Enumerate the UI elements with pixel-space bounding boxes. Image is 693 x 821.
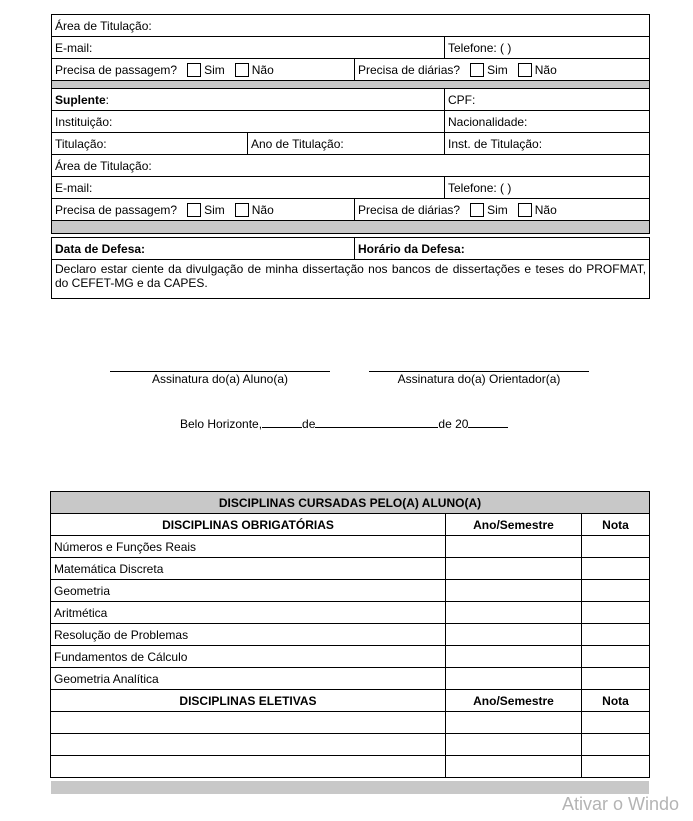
- area-titulacao-field[interactable]: Área de Titulação:: [52, 15, 650, 37]
- suplente-field[interactable]: [52, 89, 445, 111]
- nota-cell[interactable]: [582, 624, 650, 646]
- nao-label: Não: [534, 202, 557, 217]
- instituicao-field[interactable]: Instituição:: [52, 111, 445, 133]
- de-20-label: de 20: [438, 417, 469, 431]
- eletiva-name-cell[interactable]: [51, 756, 446, 778]
- table-row: [51, 624, 650, 646]
- nao-label: Não: [251, 202, 274, 217]
- passagem-nao-checkbox[interactable]: [235, 203, 249, 217]
- nota-cell[interactable]: [582, 536, 650, 558]
- nota-header: Nota: [582, 690, 650, 712]
- table-row: [51, 602, 650, 624]
- month-blank[interactable]: [315, 416, 438, 428]
- diarias-label: Precisa de diárias?: [358, 202, 461, 217]
- ano-semestre-header: Ano/Semestre: [446, 690, 582, 712]
- table-row: [51, 712, 650, 734]
- table-row: [51, 646, 650, 668]
- disciplina-name: Matemática Discreta: [51, 558, 446, 580]
- ano-semestre-cell[interactable]: [446, 756, 582, 778]
- nota-header: Nota: [582, 514, 650, 536]
- passagem-label: Precisa de passagem?: [55, 202, 178, 217]
- diarias-sim-checkbox[interactable]: [470, 203, 484, 217]
- area-titulacao-field[interactable]: Área de Titulação:: [52, 155, 650, 177]
- sim-label: Sim: [204, 202, 225, 217]
- colon: :: [105, 92, 110, 107]
- table-row: [51, 558, 650, 580]
- nao-label: Não: [534, 62, 557, 77]
- diarias-nao-checkbox[interactable]: [518, 203, 532, 217]
- section-separator: [52, 81, 650, 89]
- place-date-line: [180, 416, 508, 431]
- year-blank[interactable]: [468, 416, 508, 428]
- table-row: [51, 668, 650, 690]
- suplente-label: Suplente: [55, 92, 106, 107]
- passagem-question: [52, 59, 355, 81]
- disciplinas-title: DISCIPLINAS CURSADAS PELO(A) ALUNO(A): [51, 492, 650, 514]
- nota-cell[interactable]: [582, 580, 650, 602]
- disciplina-name: Resolução de Problemas: [51, 624, 446, 646]
- orientador-signature-label: Assinatura do(a) Orientador(a): [397, 372, 561, 386]
- passagem-sim-checkbox[interactable]: [187, 63, 201, 77]
- disciplina-name: Geometria Analítica: [51, 668, 446, 690]
- data-defesa-label: Data de Defesa:: [55, 241, 146, 256]
- table-row: [51, 734, 650, 756]
- nota-cell[interactable]: [582, 756, 650, 778]
- disciplina-name: Geometria: [51, 580, 446, 602]
- day-blank[interactable]: [262, 416, 302, 428]
- passagem-label: Precisa de passagem?: [55, 62, 178, 77]
- nacionalidade-field[interactable]: Nacionalidade:: [445, 111, 650, 133]
- disciplina-name: Números e Funções Reais: [51, 536, 446, 558]
- eletiva-name-cell[interactable]: [51, 734, 446, 756]
- sim-label: Sim: [487, 62, 508, 77]
- ano-semestre-cell[interactable]: [446, 536, 582, 558]
- telefone-field[interactable]: Telefone: ( ): [445, 37, 650, 59]
- bottom-separator: [51, 781, 649, 794]
- disciplina-name: Fundamentos de Cálculo: [51, 646, 446, 668]
- ano-semestre-cell[interactable]: [446, 668, 582, 690]
- ano-semestre-cell[interactable]: [446, 580, 582, 602]
- horario-defesa-label: Horário da Defesa:: [358, 241, 465, 256]
- telefone-field[interactable]: Telefone: ( ): [445, 177, 650, 199]
- ano-semestre-header: Ano/Semestre: [446, 514, 582, 536]
- horario-defesa-field[interactable]: [355, 238, 650, 260]
- email-field[interactable]: E-mail:: [52, 37, 445, 59]
- nota-cell[interactable]: [582, 558, 650, 580]
- sim-label: Sim: [487, 202, 508, 217]
- nota-cell[interactable]: [582, 602, 650, 624]
- table-row: [51, 580, 650, 602]
- de-label: de: [302, 417, 316, 431]
- section-separator: [52, 221, 650, 234]
- diarias-question: [355, 59, 650, 81]
- table-row: [51, 756, 650, 778]
- data-defesa-field[interactable]: [52, 238, 355, 260]
- city-label: Belo Horizonte,: [180, 417, 263, 431]
- ano-semestre-cell[interactable]: [446, 646, 582, 668]
- diarias-question: [355, 199, 650, 221]
- nao-label: Não: [251, 62, 274, 77]
- email-field[interactable]: E-mail:: [52, 177, 445, 199]
- titulacao-field[interactable]: Titulação:: [52, 133, 248, 155]
- ano-semestre-cell[interactable]: [446, 602, 582, 624]
- inst-titulacao-field[interactable]: Inst. de Titulação:: [445, 133, 650, 155]
- sim-label: Sim: [204, 62, 225, 77]
- ano-titulacao-field[interactable]: Ano de Titulação:: [248, 133, 445, 155]
- ano-semestre-cell[interactable]: [446, 734, 582, 756]
- aluno-signature-label: Assinatura do(a) Aluno(a): [151, 372, 289, 386]
- diarias-nao-checkbox[interactable]: [518, 63, 532, 77]
- member-info-form: [51, 14, 650, 299]
- nota-cell[interactable]: [582, 646, 650, 668]
- diarias-sim-checkbox[interactable]: [470, 63, 484, 77]
- disciplina-name: Aritmética: [51, 602, 446, 624]
- table-row: [51, 536, 650, 558]
- ano-semestre-cell[interactable]: [446, 558, 582, 580]
- ano-semestre-cell[interactable]: [446, 712, 582, 734]
- eletivas-header: DISCIPLINAS ELETIVAS: [51, 690, 446, 712]
- nota-cell[interactable]: [582, 734, 650, 756]
- cpf-field[interactable]: CPF:: [445, 89, 650, 111]
- ano-semestre-cell[interactable]: [446, 624, 582, 646]
- passagem-question: [52, 199, 355, 221]
- diarias-label: Precisa de diárias?: [358, 62, 461, 77]
- passagem-sim-checkbox[interactable]: [187, 203, 201, 217]
- activation-watermark: Ativar o Windo: [562, 794, 680, 814]
- disciplinas-table: [50, 491, 650, 778]
- nota-cell[interactable]: [582, 668, 650, 690]
- obrigatorias-header: DISCIPLINAS OBRIGATÓRIAS: [51, 514, 446, 536]
- eletiva-name-cell[interactable]: [51, 712, 446, 734]
- nota-cell[interactable]: [582, 712, 650, 734]
- declaration-text: Declaro estar ciente da divulgação de minha dissertação nos bancos de dissertações e teses do PROFMAT, do CEFET-MG e da CAPES.: [52, 260, 650, 299]
- passagem-nao-checkbox[interactable]: [235, 63, 249, 77]
